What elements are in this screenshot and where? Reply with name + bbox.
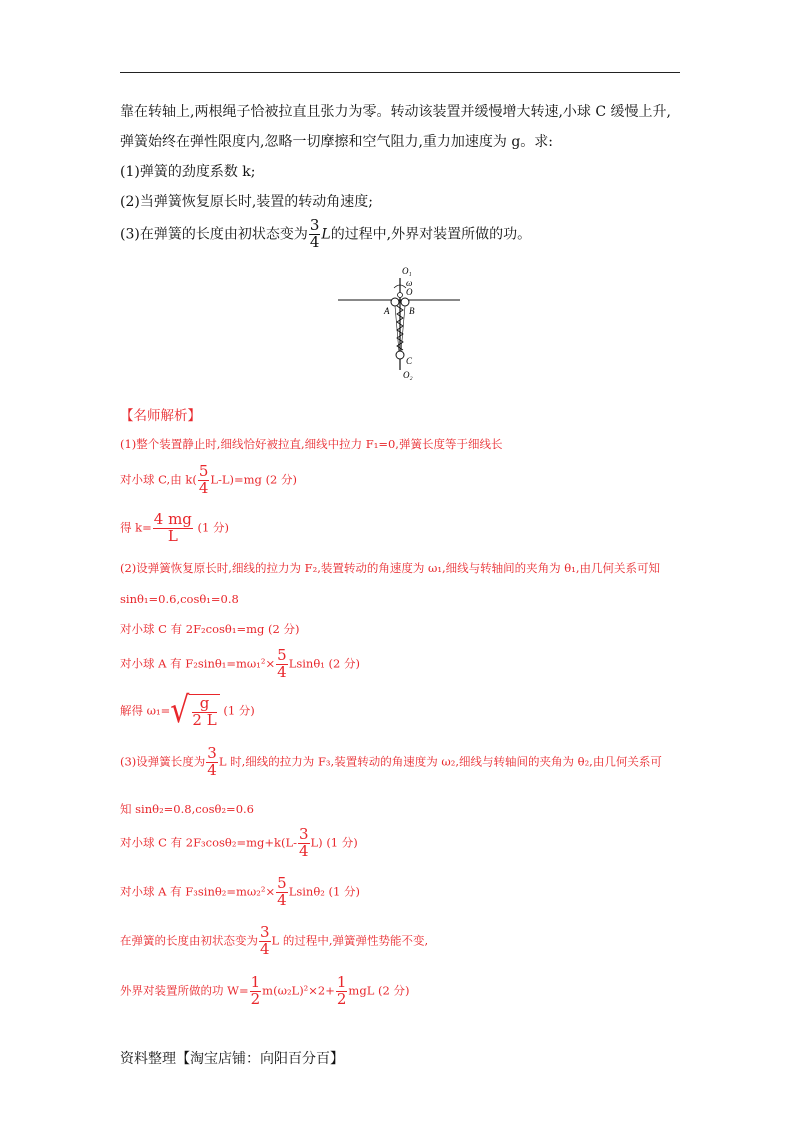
label-a: A <box>384 306 390 316</box>
solution-header: 【名师解析】 <box>120 408 201 424</box>
solution-line-3: 得 k= $\frac{4 mg}{L}$ (1 分) <box>120 510 230 545</box>
solution-line-12: 对小球 A 有 F₃sinθ₂=mω₂²× $\frac{5}{4}$ Lsinθ₂ (1 分) <box>120 874 360 909</box>
solution-line-7: 对小球 A 有 F₂sinθ₁=mω₁²× $\frac{5}{4}$ Lsinθ₁ (2 分) <box>120 646 360 681</box>
header-rule <box>120 72 680 73</box>
solution-line-6: 对小球 C 有 2F₂cosθ₁=mg (2 分) <box>120 622 300 636</box>
problem-line-1: 靠在转轴上,两根绳子恰被拉直且张力为零。转动该装置并缓慢增大转速,小球 C 缓慢上升, <box>120 104 671 120</box>
question-2: (2)当弹簧恢复原长时,装置的转动角速度; <box>120 194 373 210</box>
apparatus-figure <box>336 262 466 384</box>
solution-line-1: (1)整个装置静止时,细线恰好被拉直,细线中拉力 F₁=0,弹簧长度等于细线长 <box>120 437 503 451</box>
label-o: O <box>406 287 413 297</box>
footer-note: 资料整理【淘宝店铺：向阳百分百】 <box>120 1051 344 1067</box>
solution-line-4: (2)设弹簧恢复原长时,细线的拉力为 F₂,装置转动的角速度为 ω₁,细线与转轴间的夹角为 θ₁,由几何关系可知 <box>120 561 660 575</box>
label-b: B <box>409 306 415 316</box>
fraction-three-quarters: $\frac{3}{4}$ <box>309 216 320 251</box>
solution-line-5: sinθ₁=0.6,cosθ₁=0.8 <box>120 592 239 606</box>
solution-line-8: 解得 ω₁=√ $\frac{g}{2 L}$ (1 分) <box>120 689 255 732</box>
question-1: (1)弹簧的劲度系数 k; <box>120 164 256 180</box>
question-3: (3)在弹簧的长度由初状态变为 $\frac{3}{4}$ L的过程中,外界对装置所做的功。 <box>120 216 532 251</box>
solution-line-10: 知 sinθ₂=0.8,cosθ₂=0.6 <box>120 802 254 816</box>
solution-line-9: (3)设弹簧长度为 $\frac{3}{4}$ L 时,细线的拉力为 F₃,装置转动的角速度为 ω₂,细线与转轴间的夹角为 θ₂,由几何关系可 <box>120 744 662 779</box>
label-c: C <box>406 356 413 366</box>
solution-line-13: 在弹簧的长度由初状态变为 $\frac{3}{4}$ L 的过程中,弹簧弹性势能不变, <box>120 923 429 958</box>
label-omega: ω <box>406 278 413 288</box>
problem-line-2: 弹簧始终在弹性限度内,忽略一切摩擦和空气阻力,重力加速度为 g。求: <box>120 134 554 150</box>
solution-line-14: 外界对装置所做的功 W= $\frac{1}{2}$ m(ω₂L)²×2+ $\frac{1}{2}$ mgL (2 分) <box>120 973 410 1008</box>
solution-line-2: 对小球 C,由 k( $\frac{5}{4}$ L-L)=mg (2 分) <box>120 462 298 497</box>
solution-line-11: 对小球 C 有 2F₃cosθ₂=mg+k(L- $\frac{3}{4}$ L) (1 分) <box>120 825 358 860</box>
label-o2: O₂ <box>403 370 413 380</box>
label-o1: O₁ <box>402 266 412 276</box>
